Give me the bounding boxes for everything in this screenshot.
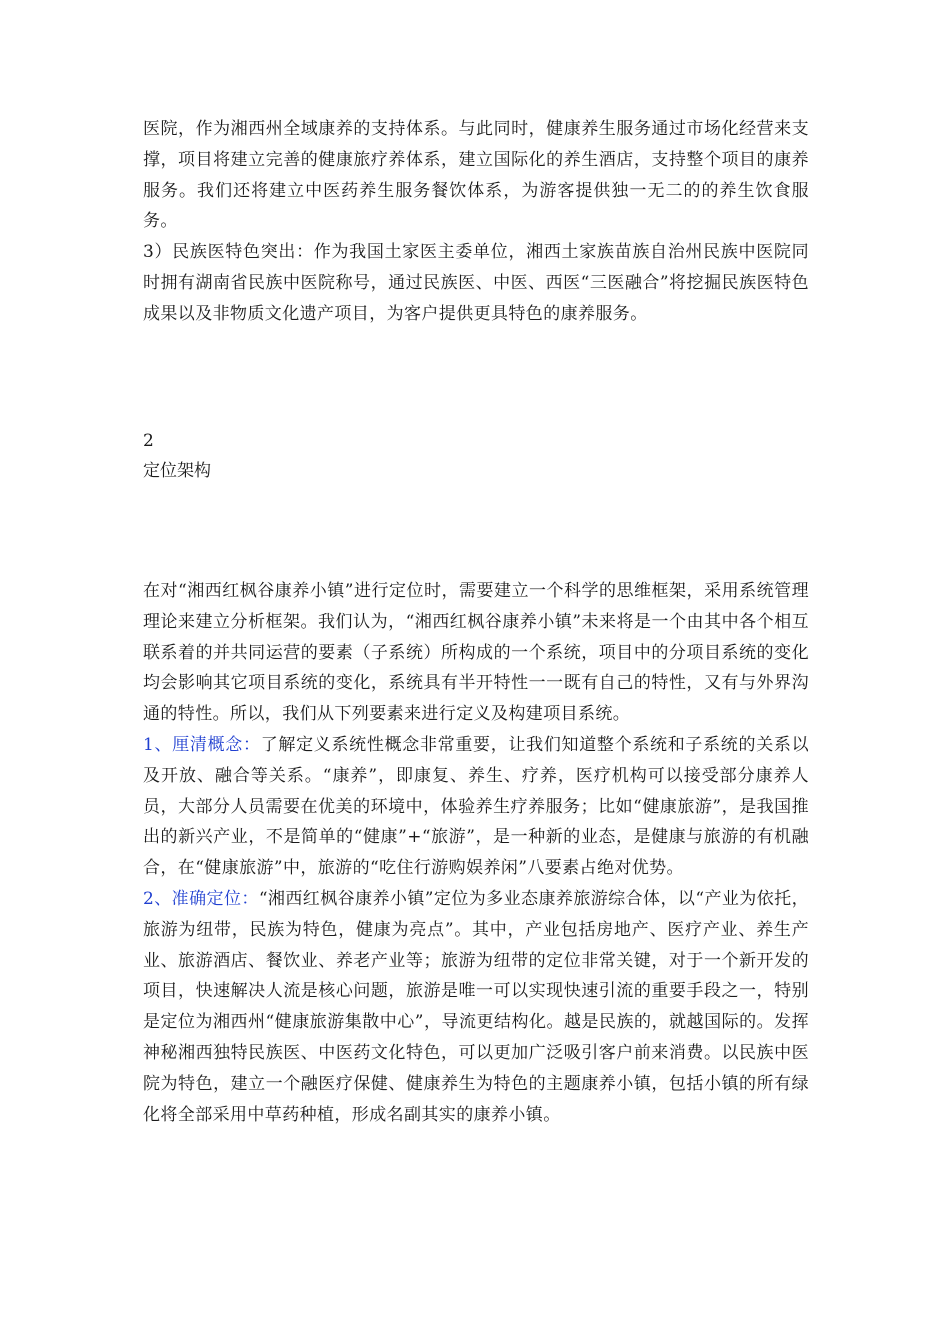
section-heading	[143, 426, 211, 486]
paragraph-hospital-support: 医院，作为湘西州全域康养的支持体系。与此同时，健康养生服务通过市场化经营来支撑，项目将建立完善的健康旅疗养体系，建立国际化的养生酒店，支持整个项目的康养服务。我们还将建立中医药养生服务餐饮体系，为游客提供独一无二的的养生饮食服务。	[143, 119, 809, 232]
section-title: 定位架构	[143, 461, 211, 481]
paragraph-item-1	[143, 730, 809, 884]
item-2-text: “湘西红枫谷康养小镇”定位为多业态康养旅游综合体，以“产业为依托，旅游为纽带，民族为特色，健康为亮点”。其中，产业包括房地产、医疗产业、养生产业、旅游酒店、餐饮业、养老产业等；旅游为纽带的定位非常关键，对于一个新开发的项目，快速解决人流是核心问题，旅游是唯一可以实现快速引流的重要手段之一，特别是定位为湘西州“健康旅游集散中心”，导流更结构化。越是民族的，就越国际的。发挥神秘湘西独特民族医、中医药文化特色，可以更加广泛吸引客户前来消费。以民族中医院为特色，建立一个融医疗保健、健康养生为特色的主题康养小镇，包括小镇的所有绿化将全部采用中草药种植，形成名副其实的康养小镇。	[143, 888, 809, 1125]
item-1-keyword: 1、厘清概念：	[143, 734, 261, 755]
continued-text-block	[143, 114, 809, 330]
positioning-text-block	[143, 576, 809, 1130]
paragraph-ethnic-medicine: 3）民族医特色突出：作为我国土家医主委单位，湘西土家族苗族自治州民族中医院同时拥有湖南省民族中医院称号，通过民族医、中医、西医“三医融合”将挖掘民族医特色成果以及非物质文化遗产项目，为客户提供更具特色的康养服务。	[143, 242, 809, 324]
section-number: 2	[143, 431, 154, 451]
paragraph-item-2	[143, 884, 809, 1130]
item-1-text: 了解定义系统性概念非常重要，让我们知道整个系统和子系统的关系以及开放、融合等关系。“康养”，即康复、养生、疗养，医疗机构可以接受部分康养人员，大部分人员需要在优美的环境中，体验养生疗养服务；比如“健康旅游”，是我国推出的新兴产业，不是简单的“健康”+“旅游”，是一种新的业态，是健康与旅游的有机融合，在“健康旅游”中，旅游的“吃住行游购娱养闲”八要素占绝对优势。	[143, 734, 809, 879]
item-2-keyword: 2、准确定位：	[143, 888, 259, 909]
paragraph-intro: 在对“湘西红枫谷康养小镇”进行定位时，需要建立一个科学的思维框架，采用系统管理理论来建立分析框架。我们认为，“湘西红枫谷康养小镇”未来将是一个由其中各个相互联系着的并共同运营的要素（子系统）所构成的一个系统，项目中的分项目系统的变化均会影响其它项目系统的变化，系统具有半开特性一一既有自己的特性，又有与外界沟通的特性。所以，我们从下列要素来进行定义及构建项目系统。	[143, 581, 809, 725]
